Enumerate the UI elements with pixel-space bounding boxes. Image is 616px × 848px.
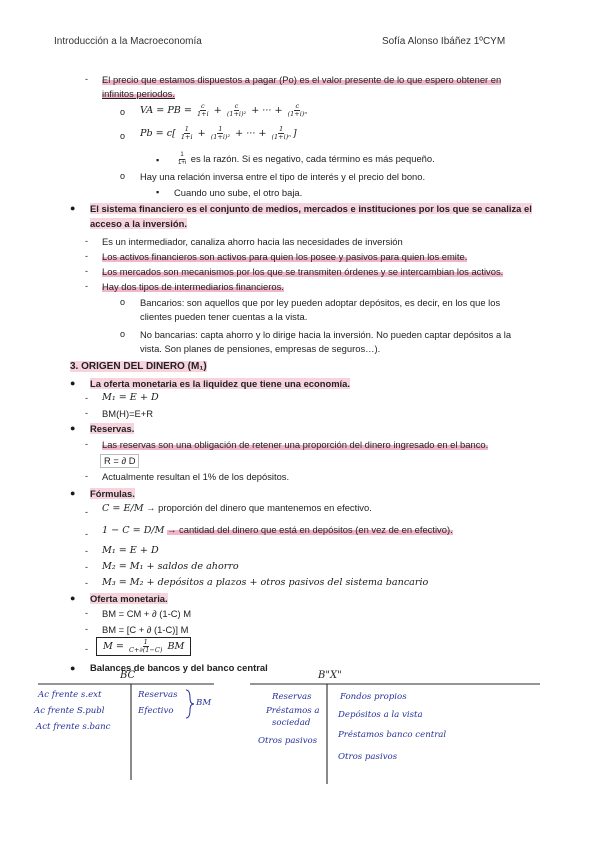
bc-asset-2: Ac frente S.publ	[34, 706, 105, 716]
dot-bullet: ●	[70, 663, 76, 673]
money-supply-intro: La oferta monetaria es la liquidez que tiene una economía.	[90, 378, 350, 389]
m-boxed-formula: M = $\frac{1}{C+\partial(1-C)}$ BM	[96, 637, 191, 656]
fin-system-def-line2: acceso a la inversión.	[90, 218, 187, 229]
bx-asset-4: Otros pasivos	[258, 736, 318, 746]
dash-bullet: -	[85, 251, 88, 261]
bm-brace	[186, 690, 194, 718]
reserves-now: Actualmente resultan el 1% de los depósitos.	[102, 471, 290, 482]
ratio-note: $\frac{1}{1+i}$ es la razón. Si es negativo, cada término es más pequeño.	[178, 152, 435, 166]
bc-asset-1: Ac frente s.ext	[38, 690, 102, 700]
dash-bullet: -	[85, 408, 88, 418]
bx-liability-1: Fondos propios	[340, 692, 407, 702]
pb-formula: Pb = c[ $\frac{1}{1+i}$ + $\frac{1}{\text{(1+i)²}}$ + ··· + $\frac{1}{\text{(1+i)ⁿ}}$ ]	[140, 125, 297, 141]
dash-bullet: -	[85, 393, 88, 403]
dash-bullet: -	[85, 507, 88, 517]
circle-bullet: o	[120, 329, 126, 339]
oneminus-formula-line: 1 − C = D/M → cantidad del dinero que está en depósitos (en vez de en efectivo).	[102, 524, 453, 536]
nonbanks-line1: No bancarias: capta ahorro y lo dirige hacia la inversión. No pueden captar depósitos a la	[140, 329, 512, 340]
dot-bullet: ●	[70, 203, 76, 213]
fin-system-def-line1: El sistema financiero es el conjunto de medios, mercados e instituciones por los que se canaliza el	[90, 203, 532, 214]
circle-bullet: o	[120, 171, 126, 181]
reserves-title: Reservas.	[90, 423, 135, 434]
header-course: Introducción a la Macroeconomía	[54, 36, 202, 47]
dash-bullet: -	[85, 578, 88, 588]
inverse-relation: Hay una relación inversa entre el tipo de interés y el precio del bono.	[140, 171, 426, 182]
square-bullet: ▪	[156, 155, 160, 165]
nonbanks-line2: vista. Son planes de pensiones, empresas de seguros…).	[140, 343, 381, 354]
bx-asset-3: sociedad	[272, 718, 311, 728]
c-formula-line: C = E/M → proporción del dinero que mantenemos en efectivo.	[102, 502, 372, 514]
dash-bullet: -	[85, 546, 88, 556]
dot-bullet: ●	[70, 488, 76, 498]
bx-header: B"X"	[318, 670, 342, 681]
bc-asset-3: Act frente s.banc	[36, 722, 111, 732]
va-formula: VA = PB = $\frac{c}{1+i}$ + $\frac{c}{\text{(1+i)²}}$ + ··· + $\frac{c}{\text{(1+i)ⁿ}}$	[140, 102, 307, 118]
bond-intro-line2: infinitos periodos.	[102, 88, 175, 99]
intermediary-text: Es un intermediador, canaliza ahorro hacia las necesidades de inversión	[102, 236, 403, 247]
bond-intro-line1: El precio que estamos dispuestos a pagar (Po) es el valor presente de lo que espero obtener en	[102, 74, 502, 85]
r-equation: R = ∂ D	[100, 454, 139, 468]
bm-line2: BM = [C + ∂ (1-C)] M	[102, 624, 189, 635]
bc-header: BC	[120, 670, 136, 681]
dash-bullet: -	[85, 74, 88, 84]
bc-liability-1: Reservas	[138, 690, 178, 700]
reserves-def: Las reservas son una obligación de retener una proporción del dinero ingresado en el banco.	[102, 439, 489, 450]
bc-liability-2: Efectivo	[138, 706, 174, 716]
dash-bullet: -	[85, 624, 88, 634]
dash-bullet: -	[85, 439, 88, 449]
formulas-title: Fórmulas.	[90, 488, 135, 499]
bx-liability-3: Préstamos banco central	[338, 730, 447, 740]
bm-brace-label: BM	[196, 698, 212, 708]
m3-formula: M₃ = M₂ + depósitos a plazos + otros pasivos del sistema bancario	[102, 577, 429, 588]
bx-asset-1: Reservas	[272, 692, 312, 702]
circle-bullet: o	[120, 107, 126, 117]
banks-line2: clientes pueden tener cuentas a la vista.	[140, 311, 308, 322]
supply-title: Oferta monetaria.	[90, 593, 168, 604]
dot-bullet: ●	[70, 378, 76, 388]
dash-bullet: -	[85, 281, 88, 291]
m1-equation: M₁ = E + D	[102, 392, 159, 403]
m1-formula: M₁ = E + D	[102, 545, 159, 556]
circle-bullet: o	[120, 297, 126, 307]
dash-bullet: -	[85, 471, 88, 481]
bx-liability-2: Depósitos a la vista	[338, 710, 423, 720]
bx-liability-4: Otros pasivos	[338, 752, 398, 762]
one-up-text: Cuando uno sube, el otro baja.	[174, 187, 303, 198]
section3-title: 3. ORIGEN DEL DINERO (M₁)	[70, 361, 207, 372]
balances-title: Balances de bancos y del banco central	[90, 662, 268, 673]
dash-bullet: -	[85, 529, 88, 539]
header-author: Sofía Alonso Ibáñez 1ºCYM	[382, 36, 506, 47]
square-bullet: ▪	[156, 187, 160, 197]
dash-bullet: -	[85, 644, 88, 654]
dot-bullet: ●	[70, 423, 76, 433]
banks-line1: Bancarios: son aquellos que por ley pueden adoptar depósitos, es decir, en los que los	[140, 297, 501, 308]
bm-line1: BM = CM + ∂ (1-C) M	[102, 608, 192, 619]
m2-formula: M₂ = M₁ + saldos de ahorro	[102, 561, 239, 572]
circle-bullet: o	[120, 131, 126, 141]
dash-bullet: -	[85, 236, 88, 246]
dash-bullet: -	[85, 562, 88, 572]
markets-text: Los mercados son mecanismos por los que se transmiten órdenes y se intercambian los activos.	[102, 266, 504, 277]
two-types-text: Hay dos tipos de intermediarios financieros.	[102, 281, 284, 292]
dot-bullet: ●	[70, 593, 76, 603]
bx-asset-2: Préstamos a	[266, 706, 320, 716]
dash-bullet: -	[85, 266, 88, 276]
dash-bullet: -	[85, 608, 88, 618]
bm-equation: BM(H)=E+R	[102, 408, 154, 419]
assets-text: Los activos financieros son activos para quien los posee y pasivos para quien los emite.	[102, 251, 468, 262]
